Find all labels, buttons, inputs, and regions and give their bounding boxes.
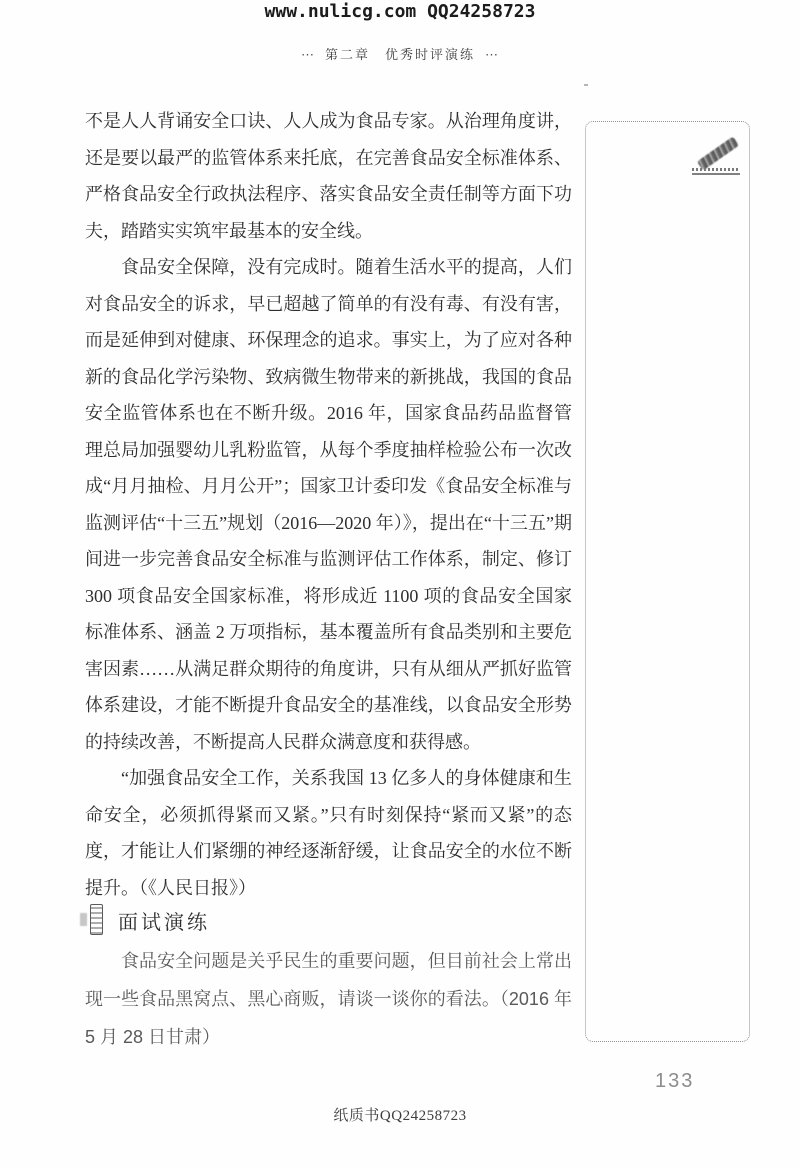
stamp-caption-line [692,168,740,171]
margin-note-box [585,121,750,1042]
paragraph-continuation: 不是人人背诵安全口诀、人人成为食品专家。从治理角度讲，还是要以最严的监管体系来托底，在完善食品安全标准体系、严格食品安全行政执法程序、落实食品安全责任制等方面下功夫，踏踏实实筑牢最基本的安全线。 [85,111,572,241]
header-right-dots: ⋯ [485,47,499,62]
paragraph: 食品安全保障，没有完成时。随着生活水平的提高，人们对食品安全的诉求，早已超越了简单的有没有毒、有没有害，而是延伸到对健康、环保理念的追求。事实上，为了应对各种新的食品化学污染物、致病微生物带来的新挑战，我国的食品安全监管体系也在不断升级。2016 年，国家食品药品监督管理总局加强婴幼儿乳粉监管，从每个季度抽样检验公布一次改成“月月抽检、月月公开”；国家卫计委印发《食品安全标准与监测评估“十三五”规划（2016—2020 年）》，提出在“十三五”期间进一步完善食品安全标准与监测评估工作体系，制定、修订 300 项食品安全国家标准，将形成近 1100 项的食品安全国家标准体系、涵盖 2 万项指标，基本覆盖所有食品类别和主要危害因素……从满足群众期待的角度讲，只有从细从严抓好监管体系建设，才能不断提升食品安全的基准线，以食品安全形势的持续改善，不断提高人民群众满意度和获得感。 [85,257,572,752]
chapter-title: 第二章 优秀时评演练 [324,47,475,62]
seal-icon [80,904,104,938]
header-left-dots: ⋯ [300,47,315,62]
bottom-watermark-text: 纸质书QQ24258723 [333,1108,467,1124]
top-watermark-text: www.nulicg.com QQ24258723 [264,1,536,22]
stamp-underline [692,173,740,175]
scan-speck [584,84,588,86]
seal-side-mark [80,913,87,926]
seal-rect [90,904,103,935]
interview-section-header [80,901,567,941]
paragraph: “加强食品安全工作，关系我国 13 亿多人的身体健康和生命安全，必须抓得紧而又紧。”只有时刻保持“紧而又紧”的态度，才能让人们紧绷的神经逐渐舒缓，让食品安全的水位不断提升。（《人民日报》） [85,768,572,898]
interview-question-paragraph: 食品安全问题是关乎民生的重要问题，但目前社会上常出现一些食品黑窝点、黑心商贩，请谈一谈你的看法。（2016 年 5 月 28 日甘肃） [85,951,572,1048]
stamp-diagonal-mark [697,136,739,170]
running-header [0,44,800,63]
section-heading: 面试演练 [118,912,210,934]
page-number: 133 [655,1070,695,1092]
body-text-column [85,103,572,906]
stamp-icon [692,134,746,180]
